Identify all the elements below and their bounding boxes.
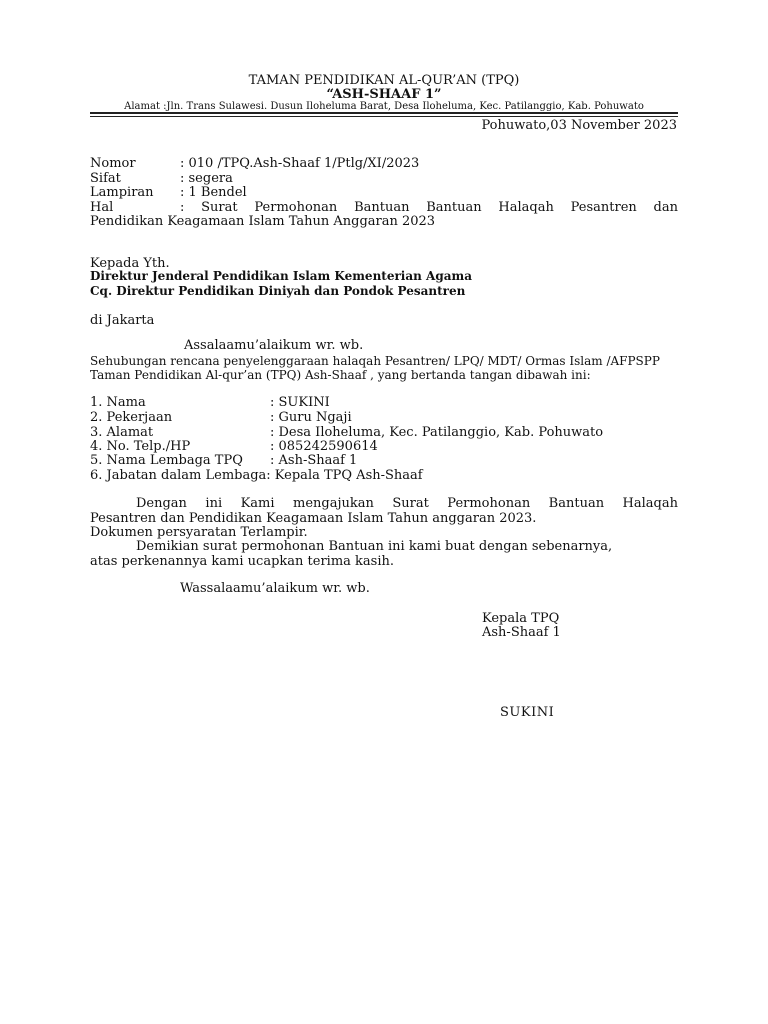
identity-label: 6. Jabatan dalam Lembaga (90, 468, 267, 483)
nomor-label: Nomor (90, 156, 136, 171)
institution-address: Alamat :Jln. Trans Sulawesi. Dusun Iloheluma Barat, Desa Iloheluma, Kec. Patilanggio, Kab. Pohuwato (124, 101, 644, 112)
identity-value: : Ash-Shaaf 1 (270, 453, 358, 468)
identity-value: : SUKINI (270, 395, 330, 410)
closing-salutation: Wassalaamu’alaikum wr. wb. (180, 581, 370, 596)
lampiran-value: : 1 Bendel (180, 185, 247, 200)
signature-title-2: Ash-Shaaf 1 (482, 625, 561, 640)
intro-line-2: Taman Pendidikan Al-qur’an (TPQ) Ash-Shaaf , yang bertanda tangan dibawah ini: (90, 368, 591, 382)
signature-title-1: Kepala TPQ (482, 611, 560, 626)
opening-salutation: Assalaamu’alaikum wr. wb. (184, 338, 364, 353)
sifat-value: : segera (180, 171, 233, 186)
recipient-line-1: Direktur Jenderal Pendidikan Islam Kementerian Agama (90, 269, 472, 283)
request-paragraph-line-2: Pesantren dan Pendidikan Keagamaan Islam Tahun anggaran 2023. (90, 511, 537, 526)
identity-label: 4. No. Telp./HP (90, 439, 191, 454)
nomor-value: : 010 /TPQ.Ash-Shaaf 1/Ptlg/XI/2023 (180, 156, 420, 171)
signatory-name: SUKINI (500, 705, 555, 720)
hal-value-continued: Pendidikan Keagamaan Islam Tahun Anggaran 2023 (90, 214, 436, 229)
recipient-greeting: Kepada Yth. (90, 256, 170, 271)
identity-value: : 085242590614 (270, 439, 378, 454)
letter-date: Pohuwato,03 November 2023 (481, 118, 677, 133)
identity-value: : Guru Ngaji (270, 410, 352, 425)
hal-label: Hal (90, 200, 114, 215)
identity-value: : Desa Iloheluma, Kec. Patilanggio, Kab. Pohuwato (270, 425, 604, 440)
identity-label: 5. Nama Lembaga TPQ (90, 453, 243, 468)
sifat-label: Sifat (90, 171, 121, 186)
closing-paragraph-line-2: atas perkenannya kami ucapkan terima kasih. (90, 554, 394, 569)
intro-line-1: Sehubungan rencana penyelenggaraan halaqah Pesantren/ LPQ/ MDT/ Ormas Islam /AFPSPP (90, 354, 660, 368)
hal-value: : Surat Permohonan Bantuan Bantuan Halaqah Pesantren dan (180, 200, 678, 215)
closing-paragraph-line-1: Demikian surat permohonan Bantuan ini kami buat dengan sebenarnya, (136, 539, 613, 554)
request-paragraph-line-1: Dengan ini Kami mengajukan Surat Permohonan Bantuan Halaqah (136, 496, 678, 511)
identity-value: : Kepala TPQ Ash-Shaaf (266, 468, 423, 483)
letterhead-divider (90, 112, 678, 114)
identity-label: 3. Alamat (90, 425, 154, 440)
identity-row (90, 467, 423, 484)
recipient-place: di Jakarta (90, 313, 155, 328)
institution-title: TAMAN PENDIDIKAN AL-QUR’AN (TPQ) (248, 73, 520, 88)
lampiran-label: Lampiran (90, 185, 154, 200)
identity-label: 2. Pekerjaan (90, 410, 173, 425)
institution-name: “ASH-SHAAF 1” (326, 87, 442, 102)
identity-label: 1. Nama (90, 395, 146, 410)
request-paragraph-line-3: Dokumen persyaratan Terlampir. (90, 525, 308, 540)
recipient-line-2: Cq. Direktur Pendidikan Diniyah dan Pondok Pesantren (90, 284, 466, 298)
